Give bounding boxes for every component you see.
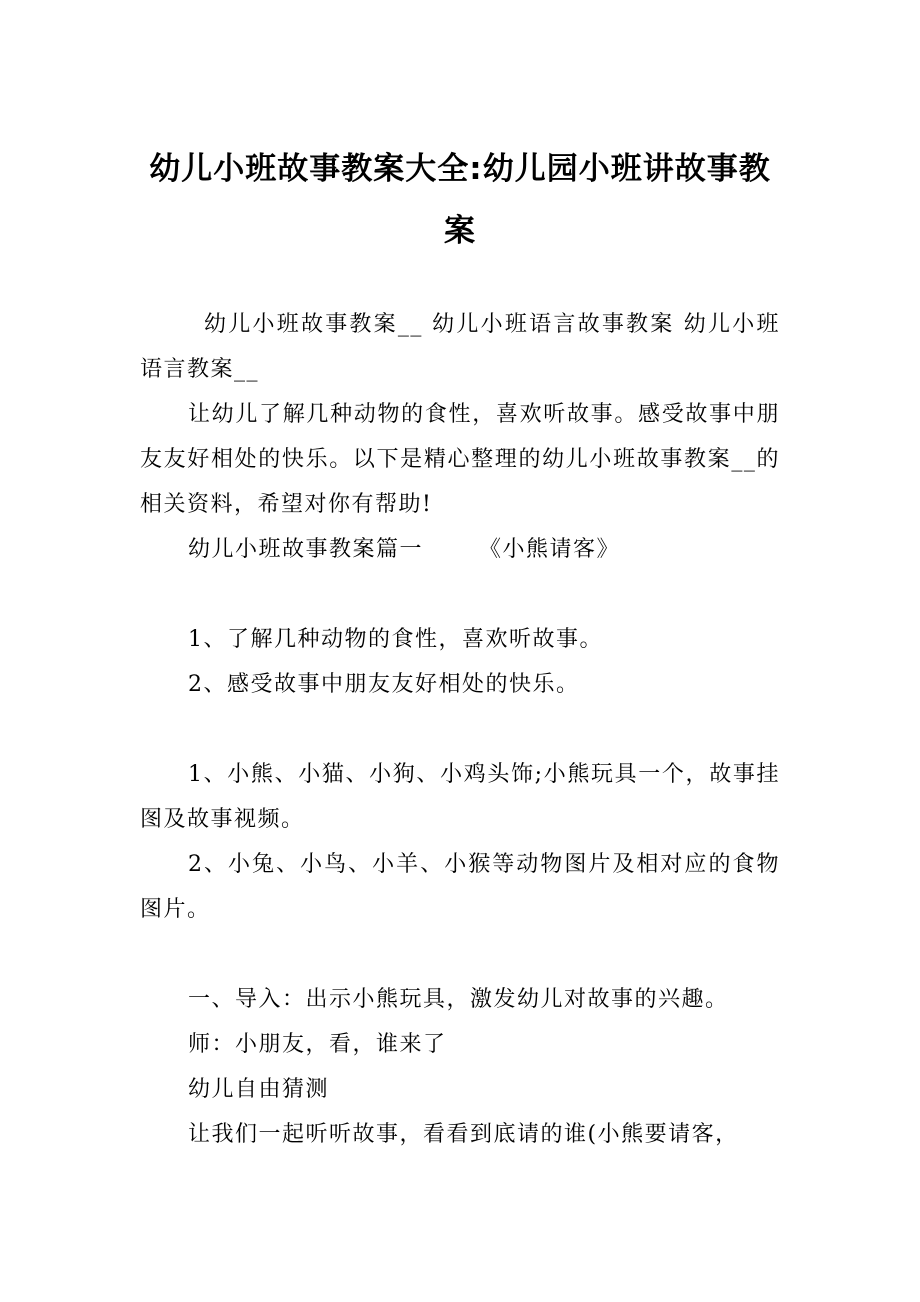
process-step-2: 师：小朋友，看，谁来了 <box>188 1032 447 1057</box>
section-heading-text: 幼儿小班故事教案篇一 <box>188 537 424 562</box>
summary-paragraph: 让幼儿了解几种动物的食性，喜欢听故事。感受故事中朋友友好相处的快乐。以下是精心整理的幼儿小班故事教案__的相关资料，希望对你有帮助! <box>140 402 780 517</box>
material-item-2: 2、小兔、小鸟、小羊、小猴等动物图片及相对应的食物图片。 <box>140 852 780 922</box>
goal-item-2: 2、感受故事中朋友友好相处的快乐。 <box>188 672 580 697</box>
process-step-4: 让我们一起听听故事，看看到底请的谁(小熊要请客， <box>188 1122 739 1147</box>
process-step-1: 一、导入：出示小熊玩具，激发幼儿对故事的兴趣。 <box>188 987 729 1012</box>
process-step-3: 幼儿自由猜测 <box>188 1077 330 1102</box>
material-item-1: 1、小熊、小猫、小狗、小鸡头饰;小熊玩具一个，故事挂图及故事视频。 <box>140 762 780 832</box>
section-heading <box>140 527 780 572</box>
story-title: 《小熊请客》 <box>479 537 621 562</box>
goal-item-1: 1、了解几种动物的食性，喜欢听故事。 <box>188 627 603 652</box>
intro-paragraph: 幼儿小班故事教案__ 幼儿小班语言故事教案 幼儿小班语言教案__ <box>140 312 780 382</box>
document-title: 幼儿小班故事教案大全:幼儿园小班讲故事教案 <box>149 151 771 249</box>
